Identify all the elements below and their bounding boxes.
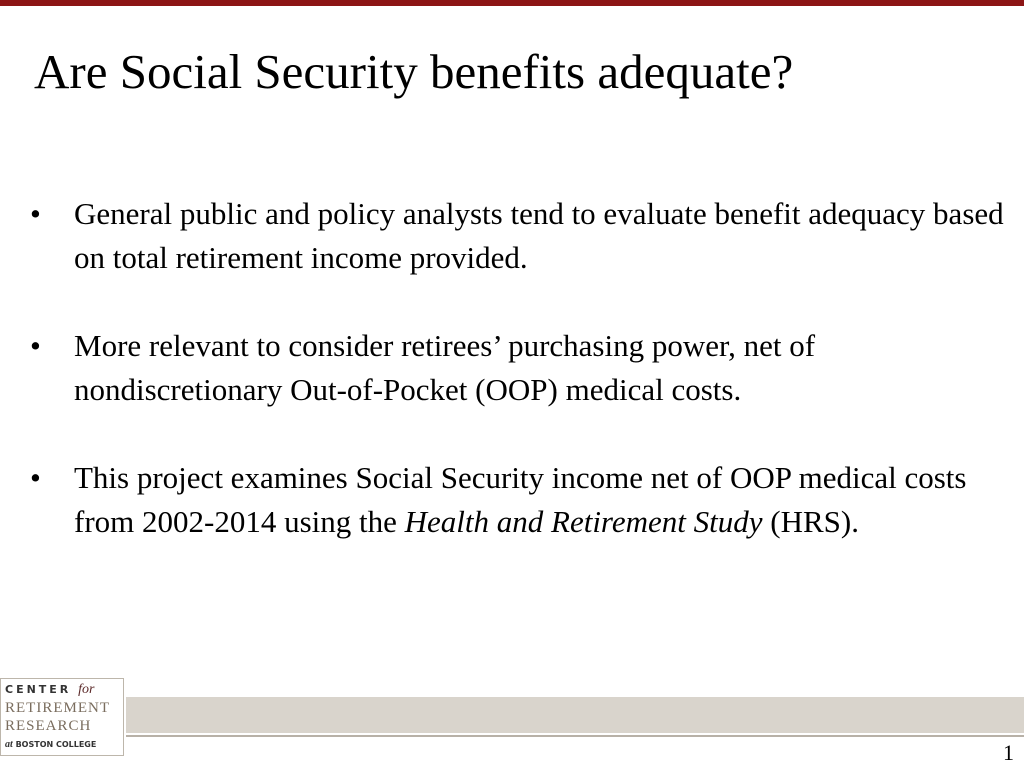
- bullet-list: [0, 192, 1024, 588]
- footer-divider: [126, 735, 1024, 737]
- bullet-symbol: •: [30, 328, 41, 363]
- bullet-text: More relevant to consider retirees’ purchasing power, net of nondiscretionary Out-of-Pocket (OOP) medical costs.: [74, 328, 816, 407]
- center-for-retirement-research-logo: [0, 678, 124, 756]
- bullet-text: General public and policy analysts tend to evaluate benefit adequacy based on total retirement income provided.: [74, 196, 1004, 275]
- bullet-symbol: •: [30, 196, 41, 231]
- page-number: 1: [1003, 740, 1014, 765]
- logo-line-college: [5, 739, 96, 750]
- bullet-symbol: •: [30, 460, 41, 495]
- study-name: Health and Retirement Study: [404, 504, 763, 539]
- bullet-item-1: [0, 192, 1024, 280]
- bullet-item-2: [0, 324, 1024, 412]
- bullet-text: [74, 456, 1019, 544]
- bullet-text-start: This project examines Social Security income net of OOP medical costs from 2002-2014 using the: [74, 460, 967, 539]
- logo-for-word: for: [78, 682, 95, 697]
- bullet-text-end: (HRS).: [762, 504, 859, 539]
- logo-at-word: at: [5, 739, 13, 750]
- bullet-item-3: [0, 456, 1024, 544]
- logo-retirement-word: RETIREMENT: [5, 700, 110, 716]
- slide-title: Are Social Security benefits adequate?: [34, 44, 794, 99]
- top-accent-bar: [0, 0, 1024, 6]
- logo-college-word: BOSTON COLLEGE: [15, 740, 97, 749]
- logo-center-word: CENTER: [5, 683, 72, 696]
- footer-band: [126, 697, 1024, 733]
- logo-research-word: RESEARCH: [5, 718, 92, 734]
- logo-line-center: [5, 682, 94, 698]
